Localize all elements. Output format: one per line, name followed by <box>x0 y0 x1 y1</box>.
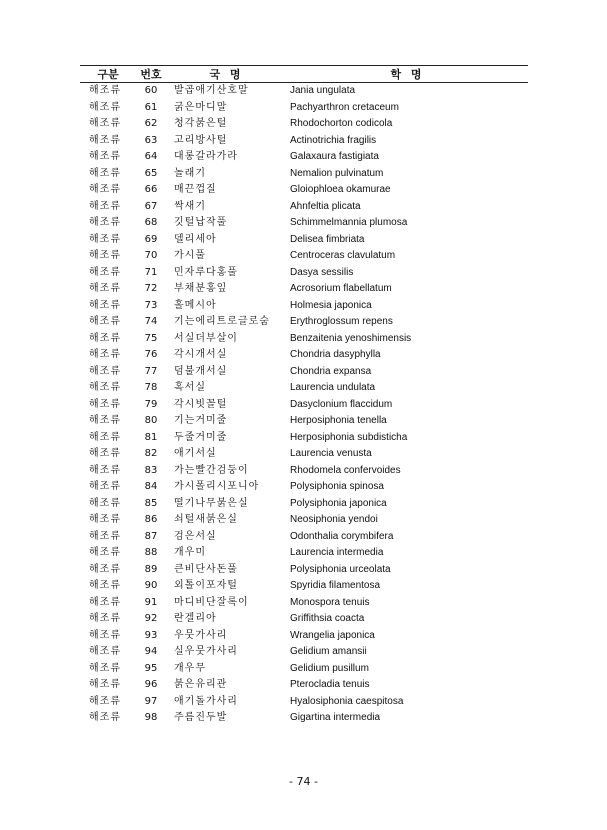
cell-number: 63 <box>144 134 158 146</box>
cell-korean-name: 개우미 <box>174 547 206 558</box>
cell-korean-name: 델리세아 <box>174 233 217 245</box>
cell-number: 85 <box>144 497 158 509</box>
cell-scientific-name: Rhodomela confervoides <box>290 464 401 476</box>
cell-korean-name: 쇠털새붉은실 <box>174 514 238 525</box>
cell-scientific-name: Laurencia intermedia <box>290 547 384 558</box>
cell-korean-name: 검은서실 <box>174 530 217 542</box>
header-category: 구분 <box>80 66 136 83</box>
cell-number: 79 <box>144 398 158 410</box>
cell-korean-name: 혹서실 <box>174 382 206 393</box>
cell-scientific-name: Herposiphonia subdisticha <box>290 431 408 443</box>
cell-scientific-name: Delisea fimbriata <box>290 233 365 245</box>
table-row <box>80 661 528 678</box>
table-body <box>80 83 528 727</box>
table-row <box>80 644 528 661</box>
cell-category: 해조류 <box>89 365 121 377</box>
cell-korean-name: 개우무 <box>174 662 206 674</box>
cell-number: 72 <box>144 283 158 294</box>
cell-category: 해조류 <box>89 646 121 657</box>
cell-korean-name: 각시빗꼴털 <box>174 398 228 410</box>
cell-category: 해조류 <box>89 662 121 674</box>
table-row <box>80 149 528 166</box>
cell-scientific-name: Spyridia filamentosa <box>290 580 381 591</box>
cell-korean-name: 청각붉은털 <box>174 118 228 129</box>
cell-scientific-name: Laurencia undulata <box>290 382 376 393</box>
cell-category: 해조류 <box>89 398 121 410</box>
table-row <box>80 578 528 595</box>
cell-scientific-name: Actinotrichia fragilis <box>290 134 377 146</box>
cell-korean-name: 매끈껍질 <box>174 184 217 195</box>
cell-number: 78 <box>144 382 158 393</box>
cell-scientific-name: Chondria expansa <box>290 365 372 377</box>
table-row <box>80 314 528 331</box>
cell-korean-name: 홀메시아 <box>174 299 217 311</box>
cell-scientific-name: Hyalosiphonia caespitosa <box>290 695 404 707</box>
cell-category: 해조류 <box>89 547 121 558</box>
cell-number: 76 <box>144 349 158 360</box>
cell-number: 67 <box>144 200 158 212</box>
cell-scientific-name: Polysiphonia spinosa <box>290 481 384 492</box>
cell-number: 97 <box>144 695 158 707</box>
cell-scientific-name: Laurencia venusta <box>290 448 372 459</box>
cell-number: 94 <box>144 646 158 657</box>
cell-scientific-name: Ahnfeltia plicata <box>290 200 361 212</box>
cell-number: 83 <box>144 464 158 476</box>
table-row <box>80 413 528 430</box>
cell-korean-name: 대롱갈라가라 <box>174 151 238 162</box>
cell-korean-name: 민자루다홍풀 <box>174 266 238 278</box>
cell-scientific-name: Nemalion pulvinatum <box>290 167 384 179</box>
cell-number: 93 <box>144 629 158 641</box>
species-table <box>80 65 528 727</box>
cell-scientific-name: Herposiphonia tenella <box>290 415 387 426</box>
cell-category: 해조류 <box>89 85 121 96</box>
cell-korean-name: 각시개서실 <box>174 349 228 360</box>
cell-korean-name: 고리방사털 <box>174 134 228 146</box>
cell-category: 해조류 <box>89 332 121 344</box>
cell-category: 해조류 <box>89 167 121 179</box>
cell-category: 해조류 <box>89 497 121 509</box>
cell-category: 해조류 <box>89 514 121 525</box>
table-row <box>80 166 528 183</box>
table-row <box>80 281 528 298</box>
cell-category: 해조류 <box>89 134 121 146</box>
cell-category: 해조류 <box>89 679 121 690</box>
cell-scientific-name: Gigartina intermedia <box>290 712 381 723</box>
table-row <box>80 100 528 117</box>
cell-category: 해조류 <box>89 415 121 426</box>
cell-korean-name: 가시폴리시포니아 <box>174 481 260 492</box>
table-row <box>80 265 528 282</box>
cell-korean-name: 붉은유리관 <box>174 679 228 690</box>
cell-number: 70 <box>144 250 158 261</box>
cell-category: 해조류 <box>89 101 121 113</box>
cell-category: 해조류 <box>89 316 121 327</box>
header-korean-name: 국 명 <box>166 66 284 83</box>
cell-category: 해조류 <box>89 464 121 476</box>
cell-number: 82 <box>144 448 158 459</box>
cell-category: 해조류 <box>89 349 121 360</box>
cell-category: 해조류 <box>89 448 121 459</box>
table-row <box>80 133 528 150</box>
cell-scientific-name: Benzaitenia yenoshimensis <box>290 332 412 344</box>
cell-scientific-name: Polysiphonia japonica <box>290 497 387 509</box>
cell-korean-name: 애기돌가사리 <box>174 695 238 707</box>
cell-korean-name: 애기서실 <box>174 448 217 459</box>
cell-scientific-name: Holmesia japonica <box>290 299 372 311</box>
cell-number: 86 <box>144 514 158 525</box>
cell-scientific-name: Rhodochorton codicola <box>290 118 393 129</box>
cell-korean-name: 두줄거미줄 <box>174 431 228 443</box>
cell-scientific-name: Gloiophloea okamurae <box>290 184 391 195</box>
cell-scientific-name: Gelidium pusillum <box>290 662 369 674</box>
cell-category: 해조류 <box>89 613 121 624</box>
cell-scientific-name: Centroceras clavulatum <box>290 250 396 261</box>
cell-number: 68 <box>144 217 158 228</box>
cell-category: 해조류 <box>89 695 121 707</box>
cell-category: 해조류 <box>89 481 121 492</box>
cell-korean-name: 기는에리트로글로숨 <box>174 316 270 327</box>
cell-number: 84 <box>144 481 158 492</box>
cell-number: 62 <box>144 118 158 129</box>
table-row <box>80 595 528 612</box>
table-row <box>80 628 528 645</box>
cell-scientific-name: Schimmelmannia plumosa <box>290 217 408 228</box>
cell-category: 해조류 <box>89 596 121 608</box>
table-row <box>80 215 528 232</box>
cell-korean-name: 실우뭇가사리 <box>174 646 238 657</box>
cell-number: 91 <box>144 596 158 608</box>
cell-korean-name: 굵은마디말 <box>174 101 228 113</box>
cell-number: 98 <box>144 712 158 723</box>
cell-category: 해조류 <box>89 200 121 212</box>
table-row <box>80 562 528 579</box>
cell-korean-name: 부채분홍잎 <box>174 283 228 294</box>
table-row <box>80 496 528 513</box>
table-row <box>80 545 528 562</box>
cell-korean-name: 마디비단잘록이 <box>174 596 249 608</box>
table-row <box>80 710 528 727</box>
cell-scientific-name: Acrosorium flabellatum <box>290 283 392 294</box>
cell-category: 해조류 <box>89 283 121 294</box>
cell-scientific-name: Pterocladia tenuis <box>290 679 370 690</box>
table-row <box>80 694 528 711</box>
cell-category: 해조류 <box>89 299 121 311</box>
cell-korean-name: 외톨이포자털 <box>174 580 238 591</box>
cell-korean-name: 큰비단사돈풀 <box>174 563 238 575</box>
cell-category: 해조류 <box>89 712 121 723</box>
table-row <box>80 397 528 414</box>
cell-number: 90 <box>144 580 158 591</box>
cell-category: 해조류 <box>89 250 121 261</box>
table-row <box>80 479 528 496</box>
cell-scientific-name: Monospora tenuis <box>290 596 370 608</box>
cell-scientific-name: Jania ungulata <box>290 85 356 96</box>
cell-number: 60 <box>144 85 158 96</box>
cell-category: 해조류 <box>89 151 121 162</box>
cell-scientific-name: Gelidium amansii <box>290 646 367 657</box>
cell-number: 64 <box>144 151 158 162</box>
cell-korean-name: 덤불개서실 <box>174 365 228 377</box>
table-row <box>80 446 528 463</box>
cell-number: 87 <box>144 530 158 542</box>
cell-number: 73 <box>144 299 158 311</box>
cell-number: 75 <box>144 332 158 344</box>
table-row <box>80 116 528 133</box>
cell-scientific-name: Erythroglossum repens <box>290 316 393 327</box>
table-row <box>80 364 528 381</box>
cell-number: 74 <box>144 316 158 327</box>
table-row <box>80 611 528 628</box>
cell-scientific-name: Dasya sessilis <box>290 266 354 278</box>
table-row <box>80 248 528 265</box>
cell-korean-name: 란겔리아 <box>174 613 217 624</box>
table-row <box>80 463 528 480</box>
cell-korean-name: 기는거미줄 <box>174 415 228 426</box>
table-row <box>80 199 528 216</box>
cell-category: 해조류 <box>89 217 121 228</box>
cell-number: 80 <box>144 415 158 426</box>
cell-korean-name: 서실더부살이 <box>174 332 238 344</box>
cell-korean-name: 깃털납작풀 <box>174 217 228 228</box>
cell-category: 해조류 <box>89 563 121 575</box>
table-row <box>80 529 528 546</box>
cell-scientific-name: Neosiphonia yendoi <box>290 514 378 525</box>
cell-scientific-name: Odonthalia corymbifera <box>290 530 394 542</box>
cell-number: 81 <box>144 431 158 443</box>
header-scientific-name: 학 명 <box>284 66 528 83</box>
cell-korean-name: 우뭇가사리 <box>174 629 228 641</box>
cell-korean-name: 놀래기 <box>174 167 206 179</box>
cell-number: 65 <box>144 167 158 179</box>
cell-korean-name: 싹새기 <box>174 200 206 212</box>
cell-scientific-name: Polysiphonia urceolata <box>290 563 391 575</box>
cell-korean-name: 떨기나무붉은실 <box>174 497 249 509</box>
table-row <box>80 512 528 529</box>
table-row <box>80 331 528 348</box>
cell-number: 88 <box>144 547 158 558</box>
cell-scientific-name: Wrangelia japonica <box>290 629 375 641</box>
table-row <box>80 347 528 364</box>
cell-scientific-name: Galaxaura fastigiata <box>290 151 379 162</box>
cell-number: 71 <box>144 266 158 278</box>
cell-category: 해조류 <box>89 233 121 245</box>
cell-scientific-name: Pachyarthron cretaceum <box>290 101 399 113</box>
cell-category: 해조류 <box>89 266 121 278</box>
cell-scientific-name: Chondria dasyphylla <box>290 349 381 360</box>
cell-number: 61 <box>144 101 158 113</box>
cell-category: 해조류 <box>89 530 121 542</box>
cell-category: 해조류 <box>89 580 121 591</box>
cell-category: 해조류 <box>89 382 121 393</box>
table-row <box>80 83 528 100</box>
header-row <box>80 66 528 83</box>
cell-category: 해조류 <box>89 184 121 195</box>
cell-korean-name: 가는빨간검둥이 <box>174 464 249 476</box>
table-row <box>80 298 528 315</box>
page-number: - 74 - <box>289 775 318 788</box>
table-row <box>80 430 528 447</box>
cell-category: 해조류 <box>89 118 121 129</box>
cell-korean-name: 주름진두발 <box>174 712 228 723</box>
cell-number: 96 <box>144 679 158 690</box>
cell-korean-name: 발곱애기산호말 <box>174 85 249 96</box>
cell-number: 69 <box>144 233 158 245</box>
table-header <box>80 66 528 83</box>
cell-number: 66 <box>144 184 158 195</box>
cell-korean-name: 가시풀 <box>174 250 206 261</box>
table-row <box>80 232 528 249</box>
cell-number: 95 <box>144 662 158 674</box>
table-row <box>80 677 528 694</box>
table-row <box>80 380 528 397</box>
cell-number: 92 <box>144 613 158 624</box>
table-row <box>80 182 528 199</box>
cell-scientific-name: Dasyclonium flaccidum <box>290 398 393 410</box>
cell-category: 해조류 <box>89 431 121 443</box>
cell-number: 77 <box>144 365 158 377</box>
header-number: 번호 <box>136 66 166 83</box>
cell-scientific-name: Griffithsia coacta <box>290 613 365 624</box>
cell-category: 해조류 <box>89 629 121 641</box>
cell-number: 89 <box>144 563 158 575</box>
